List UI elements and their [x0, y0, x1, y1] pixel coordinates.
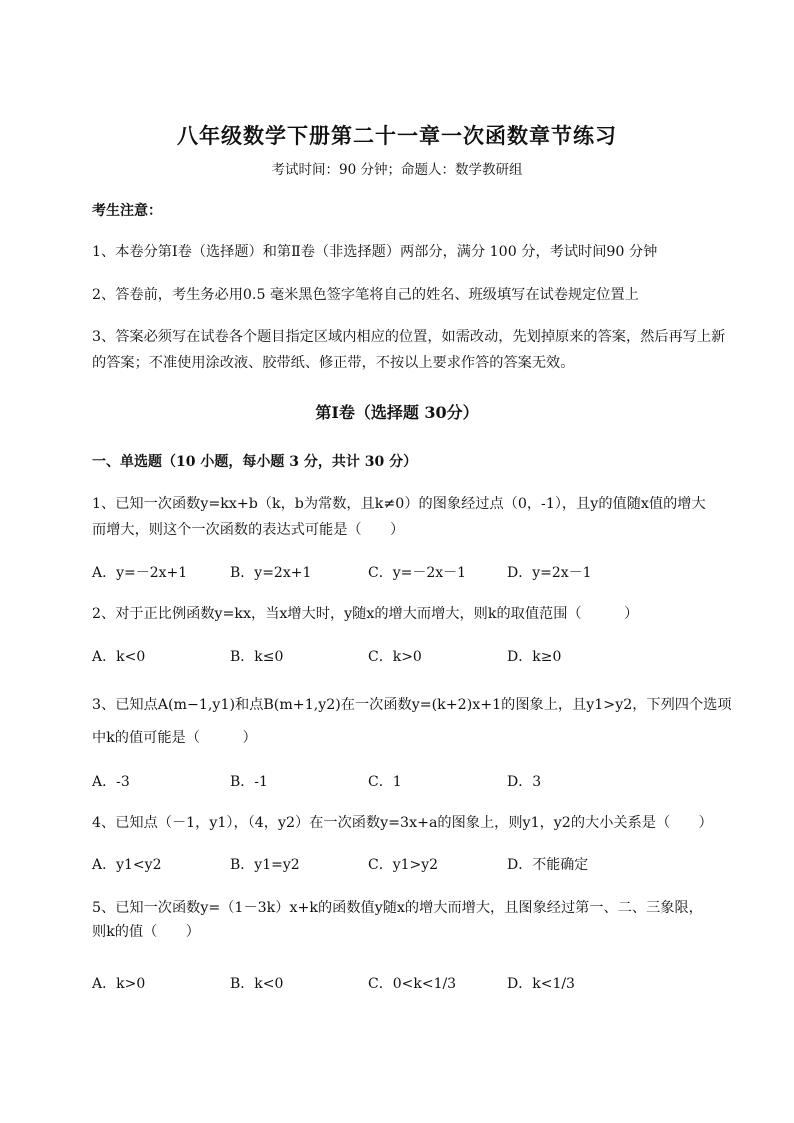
page-title: 八年级数学下册第二十一章一次函数章节练习	[177, 123, 617, 148]
question-5-option-d[interactable]: D．k<1/3	[507, 976, 575, 992]
question-1-option-a[interactable]: A．y=－2x+1	[92, 565, 188, 581]
exam-info: 考试时间：90 分钟；命题人：数学教研组	[271, 162, 523, 178]
question-4-option-b[interactable]: B．y1=y2	[230, 857, 300, 873]
question-2-option-a[interactable]: A．k<0	[92, 649, 146, 665]
question-3-option-c[interactable]: C．1	[368, 774, 402, 790]
question-1-option-d[interactable]: D．y=2x－1	[507, 565, 592, 581]
question-5-option-a[interactable]: A．k>0	[92, 976, 146, 992]
question-4-option-c[interactable]: C．y1>y2	[368, 857, 439, 873]
question-3-option-a[interactable]: A．-3	[92, 774, 130, 790]
question-5-option-c[interactable]: C．0<k<1/3	[368, 976, 457, 992]
question-2-line-1: 2、对于正比例函数y=kx，当x增大时，y随x的增大而增大，则k的取值范围（ ）	[92, 606, 639, 622]
question-3-option-d[interactable]: D．3	[507, 774, 542, 790]
notice-item: 2、答卷前，考生务必用0.5 毫米黑色签字笔将自己的姓名、班级填写在试卷规定位置上	[92, 287, 639, 303]
question-4-option-d[interactable]: D．不能确定	[507, 857, 589, 873]
question-1-option-c[interactable]: C．y=－2x－1	[368, 565, 467, 581]
question-2-option-c[interactable]: C．k>0	[368, 649, 422, 665]
question-1-line-2: 而增大，则这个一次函数的表达式可能是（ ）	[92, 522, 405, 538]
question-5-line-2: 则k的值（ ）	[92, 924, 200, 940]
question-2-option-b[interactable]: B．k≤0	[230, 649, 284, 665]
question-1-option-b[interactable]: B．y=2x+1	[230, 565, 312, 581]
question-5-option-b[interactable]: B．k<0	[230, 976, 284, 992]
question-5-line-1: 5、已知一次函数y=（1－3k）x+k的函数值y随x的增大而增大，且图象经过第一、二、三象限，	[92, 900, 703, 916]
question-2-option-d[interactable]: D．k≥0	[507, 649, 562, 665]
question-3-option-b[interactable]: B．-1	[230, 774, 268, 790]
question-4-option-a[interactable]: A．y1<y2	[92, 857, 162, 873]
notice-item: 3、答案必须写在试卷各个题目指定区域内相应的位置，如需改动，先划掉原来的答案，然后再写上新	[92, 329, 726, 345]
part-heading: 一、单选题（10 小题，每小题 3 分，共计 30 分）	[92, 454, 418, 470]
section-title: 第Ⅰ卷（选择题 30分）	[315, 403, 479, 422]
question-3-line-1: 3、已知点A(m−1,y1)和点B(m+1,y2)在一次函数y=(k+2)x+1的图象上，且y1>y2，下列四个选项	[92, 697, 732, 713]
notice-item: 的答案；不准使用涂改液、胶带纸、修正带，不按以上要求作答的答案无效。	[92, 355, 575, 371]
question-1-line-1: 1、已知一次函数y=kx+b（k，b为常数，且k≠0）的图象经过点（0，-1），且y的值随x值的增大	[92, 496, 706, 512]
question-3-line-2: 中k的值可能是（ ）	[92, 730, 257, 746]
notice-item: 1、本卷分第Ⅰ卷（选择题）和第Ⅱ卷（非选择题）两部分，满分 100 分，考试时间90 分钟	[92, 244, 658, 260]
question-4-line-1: 4、已知点（－1，y1），（4，y2）在一次函数y=3x+a的图象上，则y1，y2的大小关系是（ ）	[92, 815, 713, 831]
notice-heading: 考生注意：	[92, 203, 162, 219]
